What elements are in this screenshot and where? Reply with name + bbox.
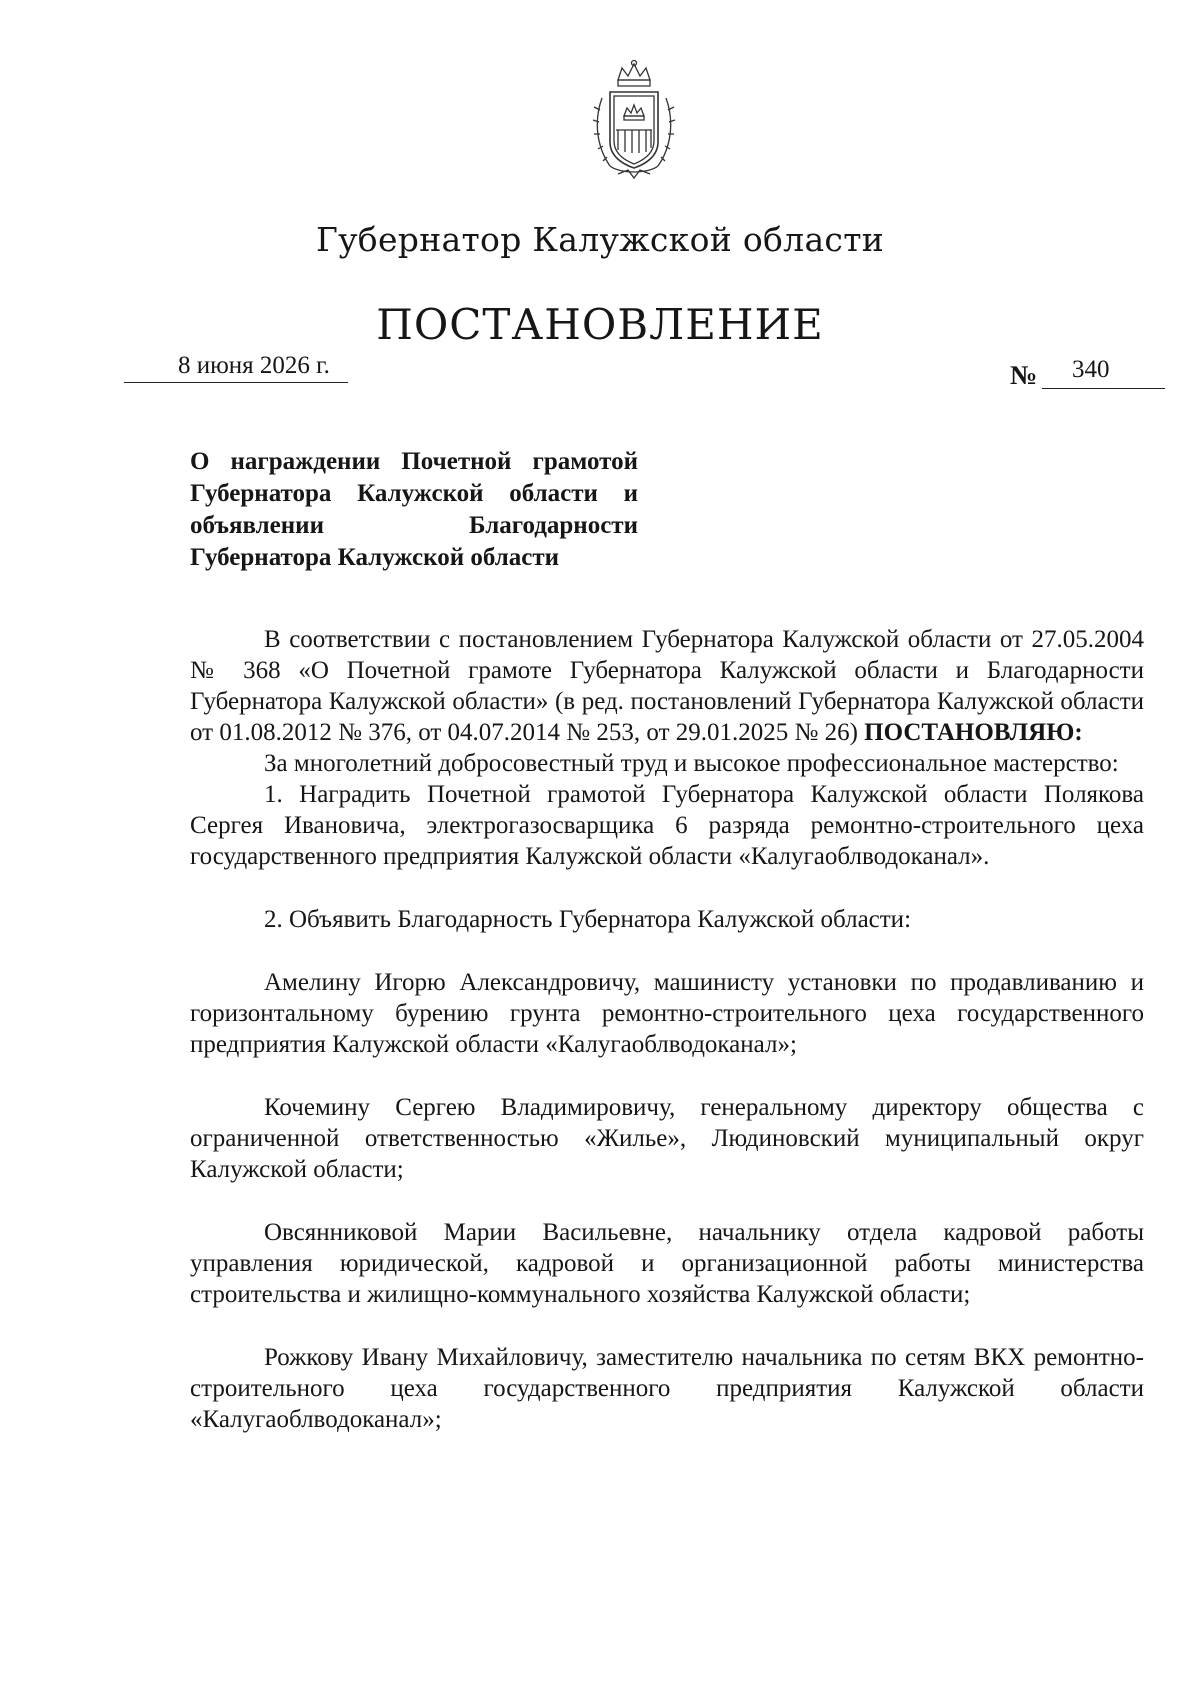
document-date: 8 июня 2026 г.	[178, 352, 330, 379]
document-body	[190, 624, 1144, 1435]
recipient-paragraph: Рожкову Ивану Михайловичу, заместителю начальника по сетям ВКХ ремонтно-строительного цеха государственного предприятия Калужской области «Калугаоблводоканал»;	[190, 1344, 1144, 1433]
preamble-text: В соответствии с постановлением Губернатора Калужской области от 27.05.2004 № 368 «О Почетной грамоте Губернатора Калужской области и Благодарности Губернатора Калужской области» (в ред. постановлений Губернатора Калужской области от 01.08.2012 № 376, от 04.07.2014 № 253, от 29.01.2025 № 26)	[190, 626, 1144, 746]
date-underline	[124, 382, 348, 383]
intro-paragraph: За многолетний добросовестный труд и высокое профессиональное мастерство:	[264, 750, 1119, 777]
recipient-paragraph: Кочемину Сергею Владимировичу, генеральному директору общества с ограниченной ответственностью «Жилье», Людиновский муниципальный округ Калужской области;	[190, 1094, 1144, 1183]
document-type-heading: ПОСТАНОВЛЕНИЕ	[376, 300, 824, 349]
recipient-paragraph: Амелину Игорю Александровичу, машинисту установки по продавливанию и горизонтальному бурению грунта ремонтно-строительного цеха государственного предприятия Калужской области «Калугаоблводоканал»;	[190, 969, 1144, 1058]
number-underline	[1042, 388, 1165, 389]
preamble-paragraph	[190, 624, 1144, 748]
recipient-paragraph: Овсянниковой Марии Васильевне, начальнику отдела кадровой работы управления юридической, кадровой и организационной работы министерства строительства и жилищно-коммунального хозяйства Калужской области;	[190, 1219, 1144, 1308]
issuer-heading: Губернатор Калужской области	[315, 220, 885, 259]
kaluga-oblast-coat-of-arms-icon	[588, 58, 680, 186]
document-title: О награждении Почетной грамотой Губернатора Калужской области и объявлении Благодарности Губернатора Калужской области	[190, 448, 638, 571]
item-1-paragraph: 1. Наградить Почетной грамотой Губернатора Калужской области Полякова Сергея Ивановича, электрогазосварщика 6 разряда ремонтно-строительного цеха государственного предприятия Калужской области «Калугаоблводоканал».	[190, 781, 1144, 870]
resolve-word: ПОСТАНОВЛЯЮ:	[864, 719, 1083, 746]
item-2-paragraph: 2. Объявить Благодарность Губернатора Калужской области:	[264, 906, 912, 933]
document-number-label: №	[1010, 360, 1038, 390]
document-number: 340	[1072, 356, 1110, 383]
